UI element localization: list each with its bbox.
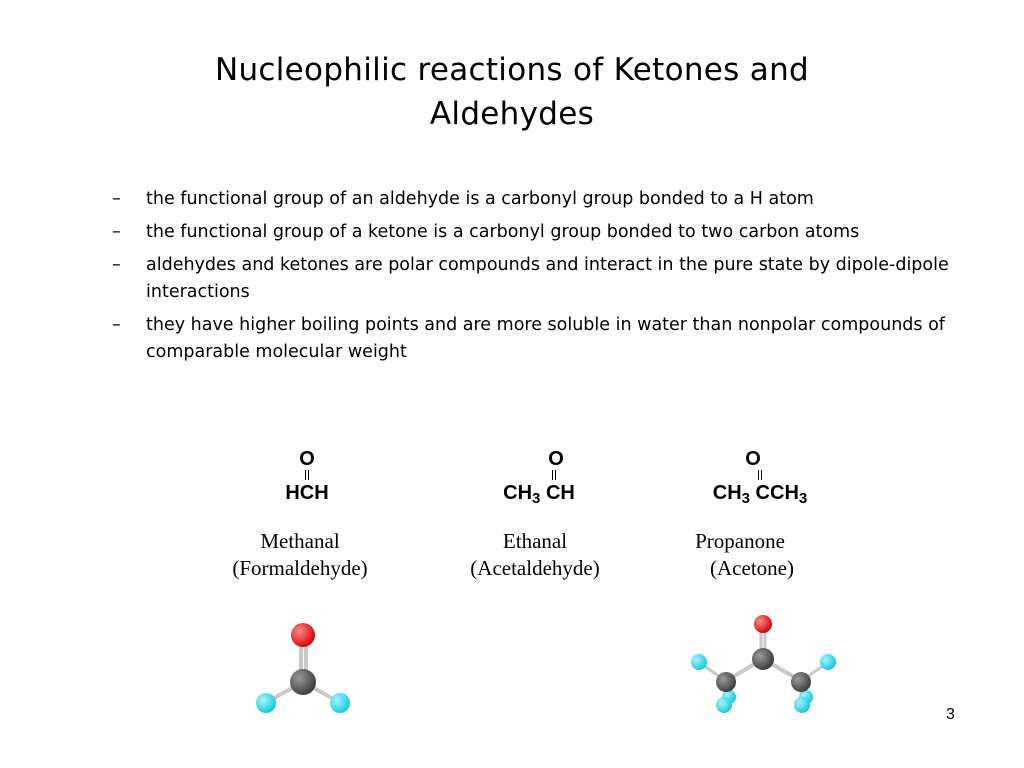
ethanal-structure xyxy=(484,448,594,506)
bullet-item xyxy=(112,252,972,306)
methanal-name: Methanal xyxy=(260,529,340,553)
bullet-text: aldehydes and ketones are polar compounds and interact in the pure state by dipole-dipole interactions xyxy=(146,255,949,302)
ethanal-name: Ethanal xyxy=(502,529,568,553)
title-line-1: Nucleophilic reactions of Ketones and xyxy=(214,52,809,88)
oxygen-label: O xyxy=(745,448,761,470)
hydrogen-atom xyxy=(691,654,707,670)
oxygen-atom xyxy=(754,615,772,633)
hydrogen-atom xyxy=(330,693,350,713)
formaldehyde-ball-and-stick-model xyxy=(240,610,370,720)
bullet-text: the functional group of an aldehyde is a carbonyl group bonded to a H atom xyxy=(146,189,814,209)
title-line-2: Aldehydes xyxy=(429,96,595,132)
carbon-atom xyxy=(290,669,316,695)
bullet-item xyxy=(112,312,972,366)
propanone-formula: $CH_3$ $CCH_3$ xyxy=(712,482,808,507)
acetone-ball-and-stick-model xyxy=(680,605,850,720)
propanone-name-block xyxy=(672,528,832,582)
carbon-atom xyxy=(752,648,774,670)
slide-title xyxy=(0,48,1024,136)
ethanal-name-block xyxy=(430,528,640,582)
bullet-list xyxy=(112,186,972,372)
double-bond xyxy=(758,470,762,480)
carbon-atom xyxy=(791,672,811,692)
methanal-name-block xyxy=(200,528,400,582)
propanone-name: Propanone xyxy=(695,529,785,553)
page-number: 3 xyxy=(946,706,955,723)
bullet-marker: – xyxy=(112,315,121,335)
methanal-structure xyxy=(262,448,352,506)
bullet-item xyxy=(112,186,972,213)
double-bond xyxy=(552,470,556,480)
bullet-marker: – xyxy=(112,222,121,242)
oxygen-label: O xyxy=(299,448,315,470)
acetaldehyde-name: (Acetaldehyde) xyxy=(470,556,600,580)
bullet-marker: – xyxy=(112,255,121,275)
hydrogen-atom xyxy=(256,693,276,713)
bullet-text: the functional group of a ketone is a carbonyl group bonded to two carbon atoms xyxy=(146,222,860,242)
hydrogen-atom xyxy=(820,654,836,670)
bullet-marker: – xyxy=(112,189,121,209)
bullet-item xyxy=(112,219,972,246)
formaldehyde-name: (Formaldehyde) xyxy=(232,556,368,580)
acetone-name: (Acetone) xyxy=(710,556,794,580)
methanal-formula: HCH xyxy=(285,482,329,504)
ethanal-formula: $CH_3$ CH xyxy=(503,482,575,507)
bullet-text: they have higher boiling points and are more soluble in water than nonpolar compounds of comparable molecular weight xyxy=(146,315,945,362)
oxygen-label: O xyxy=(548,448,564,470)
hydrogen-atom xyxy=(716,697,732,713)
oxygen-atom xyxy=(291,623,315,647)
double-bond xyxy=(305,470,309,480)
propanone-structure xyxy=(690,448,830,506)
carbon-atom xyxy=(716,672,736,692)
hydrogen-atom xyxy=(794,697,810,713)
